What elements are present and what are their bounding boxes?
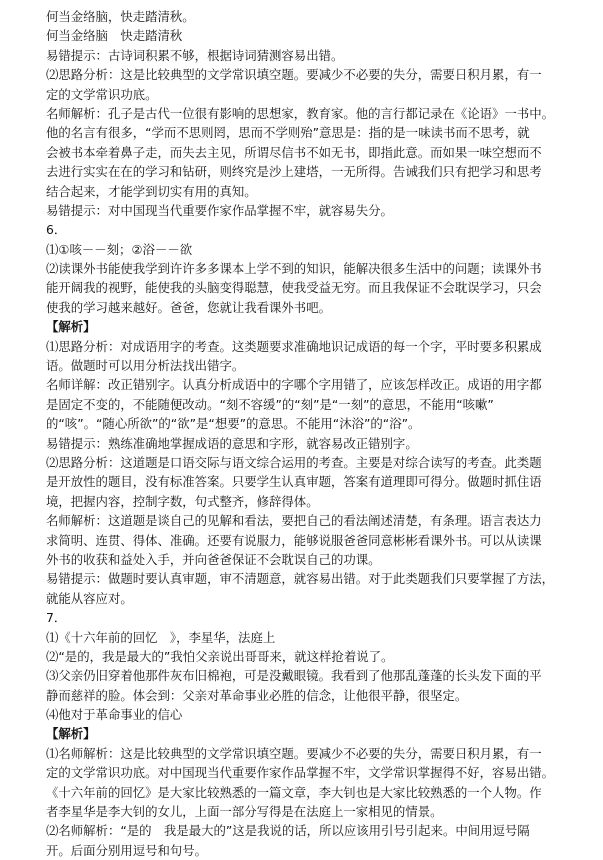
text-line: 者李星华是李大钊的女儿，上面一部分写得是在法庭上一家相见的情景。 <box>46 804 443 820</box>
text-line: 定的文学常识功底。 <box>46 86 158 102</box>
text-line: 语。做题时可以用分析法找出错字。 <box>46 358 245 374</box>
text-line: ⑵读课外书能使我学到许许多多课本上学不到的知识，能解决很多生活中的问题；读课外书 <box>46 261 542 277</box>
text-line: 定的文学常识功底。对中国现当代重要作家作品掌握不牢，文学常识掌握得不好，容易出错。 <box>46 765 555 781</box>
text-line: 开。后面分别用逗号和句号。 <box>46 842 208 858</box>
text-line: 易错提示：熟练准确地掌握成语的意思和字形，就容易改正错别字。 <box>46 435 418 451</box>
text-line: 易错提示：古诗词积累不够，根据诗词猜测容易出错。 <box>46 47 344 63</box>
question-number: 7． <box>46 610 67 626</box>
text-line: 外书的收获和益处入手，并向爸爸保证不会耽误自己的功课。 <box>46 551 381 567</box>
text-line: 何当金络脑，快走踏清秋。 <box>46 9 195 24</box>
text-line: 名师解析：孔子是古代一位很有影响的思想家，教育家。他的言行都记录在《论语》一书中。 <box>46 105 555 121</box>
text-line: 是固定不变的，不能随便改动。“刻不容缓”的“刻”是“一刻”的意思，不能用“咳嗽” <box>46 396 494 412</box>
text-line: 会被书本牵着鼻子走，而失去主见，所谓尽信书不如无书，即指此意。而如果一味空想而不 <box>46 144 542 160</box>
text-line: 能开阔我的视野，能使我的头脑变得聪慧，使我受益无穷。而且我保证不会耽误学习，只会 <box>46 280 542 296</box>
analysis-heading: 【解析】 <box>46 319 96 335</box>
text-line: 使我的学习越来越好。爸爸，您就让我看课外书吧。 <box>46 299 331 315</box>
text-line: ⑴思路分析：对成语用字的考查。这类题要求准确地识记成语的每一个字，平时要多积累成 <box>46 338 542 354</box>
text-line: ⑵名师解析：“是的 我是最大的”这是我说的话，所以应该用引号引起来。中间用逗号隔 <box>46 823 530 839</box>
analysis-heading: 【解析】 <box>46 726 96 742</box>
text-line: ⑵思路分析：这是比较典型的文学常识填空题。要减少不必要的失分，需要日积月累，有一 <box>46 67 542 83</box>
text-line: 静而慈祥的脸。体会到：父亲对革命事业必胜的信念，让他很平静，很坚定。 <box>46 687 468 703</box>
text-line: ⑴《十六年前的回忆 》，李星华，法庭上 <box>46 629 276 645</box>
text-line: 就能从容应对。 <box>46 590 133 606</box>
text-line: 何当金络脑 快走踏清秋 <box>46 28 183 44</box>
text-line: 去进行实实在在的学习和钻研，则终究是沙上建塔，一无所得。告诫我们只有把学习和思考 <box>46 164 542 180</box>
question-number: 6． <box>46 222 67 238</box>
text-line: 名师解析：这道题是谈自己的见解和看法，要把自己的看法阐述清楚，有条理。语言表达力 <box>46 513 542 529</box>
text-line: ⑵思路分析：这道题是口语交际与语文综合运用的考查。主要是对综合读写的考查。此类题 <box>46 454 542 470</box>
text-line: 易错提示：对中国现当代重要作家作品掌握不牢，就容易失分。 <box>46 202 393 218</box>
text-line: 结合起来，才能学到切实有用的真知。 <box>46 183 257 199</box>
text-line: ⑷他对于革命事业的信心 <box>46 707 183 723</box>
text-line: ⑴①咳－－刻；②浴－－欲 <box>46 241 193 257</box>
text-line: ⑶父亲仍旧穿着他那件灰布旧棉袍，可是没戴眼镜。我看到了他那乱蓬蓬的长头发下面的平 <box>46 668 542 684</box>
text-line: 求简明、连贯、得体、准确。还要有说服力，能够说服爸爸同意彬彬看课外书。可以从读课 <box>46 532 542 548</box>
text-line: 《十六年前的回忆》是大家比较熟悉的一篇文章，李大钊也是大家比较熟悉的一个人物。作 <box>46 784 542 800</box>
text-line: 他的名言有很多，“学而不思则罔，思而不学则殆”意思是：指的是一味读书而不思考，就 <box>46 125 530 141</box>
text-line: 境，把握内容，控制字数，句式整齐，修辞得体。 <box>46 493 319 509</box>
text-line: 名师详解：改正错别字。认真分析成语中的字哪个字用错了，应该怎样改正。成语的用字都 <box>46 377 542 393</box>
text-line: ⑵“是的，我是最大的”我怕父亲说出哥哥来，就这样抢着说了。 <box>46 648 394 664</box>
text-line: ⑴名师解析：这是比较典型的文学常识填空题。要减少不必要的失分，需要日积月累，有一 <box>46 745 542 761</box>
text-line: 的“咳”。“随心所欲”的“欲”是“想要”的意思。不能用“沐浴”的“浴”。 <box>46 416 421 432</box>
text-line: 是开放性的题目，没有标准答案。只要学生认真审题，答案有道理即可得分。做题时抓住语 <box>46 474 542 490</box>
text-line: 易错提示：做题时要认真审题，审不清题意，就容易出错。对于此类题我们只要掌握了方法， <box>46 571 555 587</box>
